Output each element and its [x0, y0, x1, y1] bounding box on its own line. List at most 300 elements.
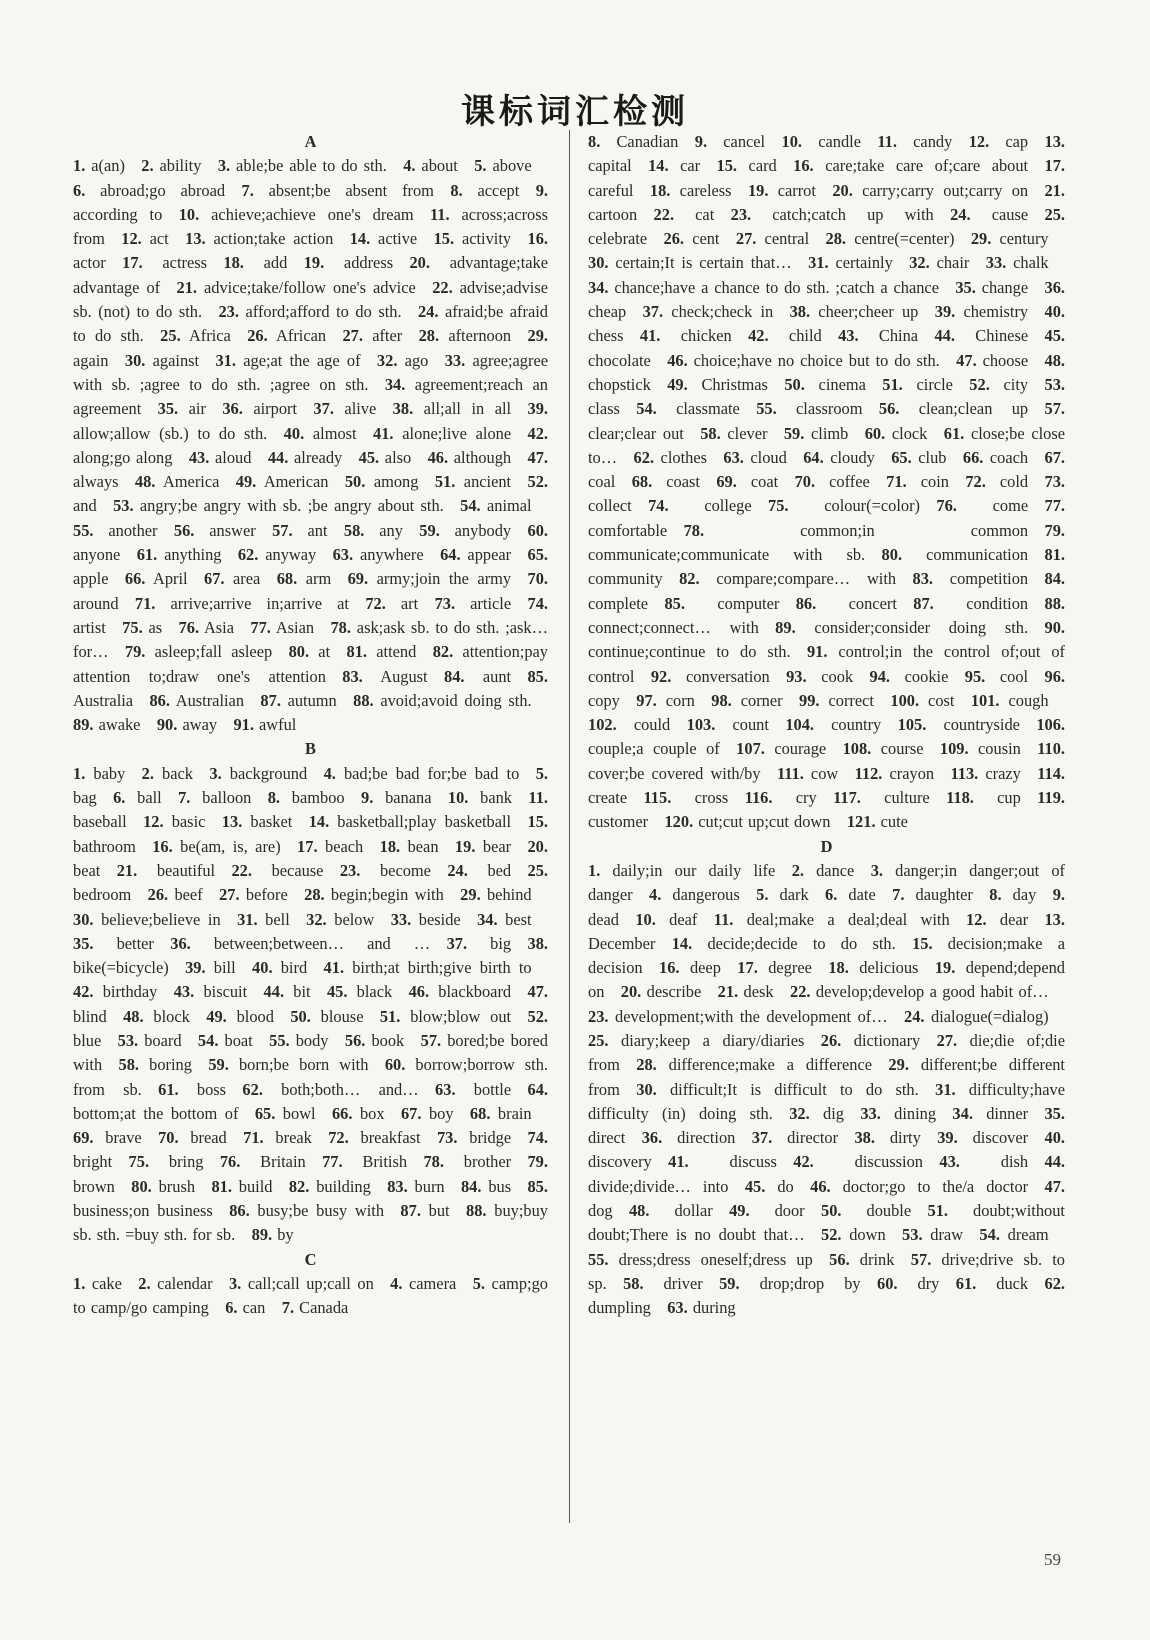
column-divider — [569, 130, 570, 1523]
entry-number: 20. — [409, 253, 430, 273]
entry-number: 23. — [588, 1006, 609, 1026]
entry-text: ancient — [455, 472, 512, 492]
vocab-entry — [450, 181, 519, 200]
entry-number: 84. — [1044, 569, 1065, 589]
entry-text: baseball — [73, 812, 127, 832]
entry-text: buy;buy sb. sth. =buy sth. for sb. — [73, 1201, 548, 1245]
vocab-entry — [135, 594, 349, 613]
entry-number: 69. — [347, 569, 369, 589]
entry-number: 22. — [432, 277, 453, 297]
entry-text: burn — [407, 1176, 445, 1196]
vocab-entry — [327, 982, 392, 1001]
vocab-entry — [636, 1080, 918, 1099]
entry-text: carrot — [768, 180, 816, 200]
entry-number: 24. — [417, 302, 439, 322]
entry-number: 121. — [846, 812, 876, 832]
entry-text: check;check in — [663, 302, 774, 322]
entry-text: control;in the control of;out of control — [588, 642, 1065, 686]
entry-number: 88. — [353, 690, 374, 710]
entry-number: 13. — [1044, 132, 1066, 151]
entry-text: Christmas — [687, 374, 768, 394]
entry-number: 1. — [73, 1273, 86, 1293]
vocab-entry — [158, 1080, 226, 1099]
vocab-entry — [775, 618, 1028, 637]
entry-number: 64. — [803, 447, 824, 467]
entry-number: 48. — [628, 1201, 650, 1221]
entry-number: 55. — [73, 520, 94, 540]
entry-number: 80. — [131, 1176, 152, 1196]
entry-number: 32. — [909, 253, 930, 273]
entry-number: 16. — [793, 156, 814, 176]
vocab-entry — [664, 594, 779, 613]
section-heading-c: C — [304, 1249, 317, 1269]
entry-text: describe — [641, 982, 702, 1002]
entry-number: 83. — [387, 1176, 408, 1196]
entry-number: 78. — [683, 520, 705, 540]
vocab-entry — [225, 1298, 265, 1317]
entry-number: 93. — [786, 666, 807, 686]
vocab-entry — [306, 910, 374, 929]
word-list — [588, 130, 1065, 835]
vocab-entry — [832, 181, 1028, 200]
vocab-entry — [313, 399, 376, 418]
entry-number: 81. — [346, 642, 368, 662]
entry-text: college — [668, 496, 752, 516]
vocab-entry — [651, 667, 770, 686]
vocab-entry — [946, 788, 1021, 807]
vocab-entry — [297, 837, 363, 856]
entry-text: after — [362, 326, 403, 346]
entry-number: 77. — [322, 1152, 343, 1172]
vocab-entry — [289, 642, 331, 661]
entry-number: 14. — [308, 812, 330, 832]
entry-number: 72. — [328, 1128, 349, 1148]
entry-number: 53. — [1044, 374, 1065, 394]
entry-number: 28. — [825, 229, 847, 249]
vocab-entry — [324, 764, 520, 783]
entry-number: 22. — [653, 204, 675, 224]
vocab-entry — [796, 594, 897, 613]
entry-text: deep — [679, 958, 721, 978]
entry-number: 13. — [221, 812, 243, 832]
entry-text: chalk — [1006, 253, 1049, 273]
vocab-entry — [243, 1128, 312, 1147]
entry-number: 86. — [795, 593, 817, 613]
entry-text: draw — [922, 1225, 964, 1245]
entry-number: 8. — [267, 788, 281, 808]
entry-number: 19. — [747, 180, 769, 200]
vocab-entry — [160, 326, 231, 345]
entry-text: cent — [684, 229, 720, 249]
entry-text: countryside — [926, 715, 1020, 735]
entry-text: door — [749, 1201, 805, 1221]
entry-number: 62. — [242, 1079, 263, 1099]
vocab-entry — [664, 229, 720, 248]
vocab-entry — [664, 812, 830, 831]
vocab-entry — [986, 253, 1049, 272]
entry-number: 79. — [527, 1152, 548, 1172]
entry-text: army;join the army — [368, 569, 512, 589]
entry-text: black — [347, 982, 393, 1002]
vocab-entry — [810, 1177, 1028, 1196]
entry-number: 31. — [237, 909, 258, 929]
entry-number: 73. — [434, 593, 456, 613]
entry-number: 20. — [620, 982, 642, 1002]
entry-text: bike(=bicycle) — [73, 958, 169, 978]
entry-text: catch;catch up with — [751, 204, 934, 224]
entry-number: 90. — [156, 715, 178, 735]
entry-number: 38. — [392, 399, 414, 419]
entry-text: blind — [73, 1006, 107, 1026]
entry-number: 16. — [527, 229, 548, 249]
vocab-entry — [736, 229, 809, 248]
vocab-entry — [965, 667, 1028, 686]
vocab-entry — [365, 594, 418, 613]
entry-text: American — [256, 472, 329, 492]
vocab-entry — [289, 1177, 371, 1196]
entry-text: below — [326, 909, 375, 929]
entry-text: answer — [194, 520, 256, 540]
entry-number: 57. — [272, 520, 293, 540]
entry-text: accept — [462, 180, 520, 200]
entry-number: 69. — [716, 472, 737, 492]
vocab-entry — [143, 812, 205, 831]
entry-text: concert — [816, 593, 897, 613]
vocab-entry — [131, 1177, 195, 1196]
vocab-entry — [672, 934, 896, 953]
entry-text: duck — [976, 1273, 1029, 1293]
entry-number: 66. — [124, 569, 146, 589]
vocab-entry — [752, 1128, 838, 1147]
entry-text: beside — [411, 909, 461, 929]
entry-number: 83. — [342, 666, 363, 686]
vocab-entry — [971, 691, 1049, 710]
entry-text: country — [814, 715, 882, 735]
entry-text: degree — [757, 958, 812, 978]
entry-number: 36. — [170, 933, 191, 953]
entry-text: advise;advise sb. (not) to do sth. — [73, 277, 549, 322]
entry-number: 89. — [73, 715, 94, 735]
entry-text: already — [288, 447, 343, 467]
vocab-entry — [242, 1080, 418, 1099]
vocab-entry — [353, 691, 531, 710]
entry-number: 53. — [113, 496, 134, 516]
vocab-entry — [377, 351, 428, 370]
entry-text: cartoon — [588, 204, 638, 224]
word-list — [588, 859, 1065, 1321]
entry-number: 28. — [304, 885, 325, 905]
vocab-entry — [644, 788, 729, 807]
vocab-entry — [73, 934, 154, 953]
entry-text: breakfast — [348, 1128, 421, 1148]
vocab-entry — [716, 472, 778, 491]
entry-number: 58. — [343, 520, 365, 540]
entry-text: balloon — [190, 788, 252, 808]
vocab-entry — [198, 1031, 253, 1050]
vocab-entry — [679, 569, 896, 588]
entry-text: although — [448, 447, 512, 467]
entry-number: 35. — [157, 399, 179, 419]
entry-text: during — [687, 1298, 736, 1318]
entry-text: cake — [85, 1273, 122, 1293]
entry-number: 65. — [254, 1103, 276, 1123]
entry-number: 82. — [288, 1176, 310, 1196]
entry-number: 36. — [641, 1128, 663, 1148]
entry-number: 70. — [527, 569, 548, 589]
vocab-entry — [236, 472, 329, 491]
entry-number: 58. — [118, 1055, 140, 1075]
entry-number: 82. — [432, 642, 454, 662]
entry-text: chocolate — [588, 350, 651, 370]
entry-number: 98. — [711, 690, 732, 710]
entry-number: 6. — [225, 1298, 238, 1318]
entry-number: 67. — [400, 1103, 422, 1123]
entry-number: 62. — [1044, 1273, 1065, 1293]
entry-number: 36. — [1044, 277, 1065, 297]
entry-text: anybody — [439, 520, 512, 540]
entry-text: boring — [139, 1055, 192, 1075]
entry-number: 23. — [730, 204, 752, 224]
entry-text: basic — [163, 812, 206, 832]
entry-text: back — [153, 763, 193, 783]
entry-text: cost — [919, 690, 955, 710]
entry-number: 12. — [966, 909, 987, 929]
vocab-entry — [447, 861, 511, 880]
entry-number: 56. — [344, 1030, 366, 1050]
entry-text: cow — [803, 763, 839, 783]
entry-text: bean — [400, 836, 439, 856]
entry-text: above — [486, 156, 532, 176]
entry-number: 17. — [297, 836, 318, 856]
entry-number: 101. — [970, 690, 1000, 710]
entry-text: age;at the age of — [235, 350, 361, 370]
entry-text: can — [237, 1298, 266, 1318]
entry-text: cry — [772, 788, 817, 808]
entry-text: Britain — [240, 1152, 306, 1172]
entry-number: 41. — [639, 326, 661, 346]
entry-number: 48. — [134, 472, 156, 492]
entry-text: absent;be absent from — [253, 180, 434, 200]
entry-number: 51. — [434, 472, 456, 492]
vocab-entry — [648, 496, 752, 515]
vocab-entry — [792, 861, 855, 880]
entry-number: 7. — [241, 180, 254, 200]
entry-number: 2. — [138, 1273, 151, 1293]
entry-number: 13. — [185, 229, 206, 249]
entry-number: 49. — [235, 472, 257, 492]
entry-number: 24. — [447, 860, 468, 880]
entry-text: child — [768, 326, 822, 346]
vocab-entry — [229, 1274, 374, 1293]
vocab-entry — [909, 253, 969, 272]
entry-number: 109. — [939, 739, 969, 759]
entry-number: 94. — [869, 666, 891, 686]
vocab-entry — [179, 618, 234, 637]
entry-number: 33. — [860, 1103, 881, 1123]
vocab-entry — [737, 958, 812, 977]
entry-text: colour(=color) — [788, 496, 920, 516]
entry-number: 14. — [648, 156, 669, 176]
entry-number: 64. — [440, 545, 461, 565]
vocab-entry — [290, 1007, 363, 1026]
entry-number: 78. — [330, 617, 351, 637]
entry-text: clean;clean up — [899, 399, 1029, 419]
entry-number: 52. — [527, 472, 549, 492]
vocab-entry — [435, 1080, 511, 1099]
entry-number: 96. — [1044, 666, 1066, 686]
entry-number: 30. — [636, 1079, 657, 1099]
entry-text: dialogue(=dialog) — [924, 1006, 1049, 1026]
entry-text: drive;drive sb. to sp. — [588, 1249, 1066, 1293]
entry-text: cover;be covered with/by — [588, 763, 761, 783]
vocab-entry — [635, 910, 697, 929]
vocab-entry — [474, 156, 531, 175]
entry-number: 59. — [419, 520, 440, 540]
entry-number: 63. — [667, 1298, 688, 1318]
entry-number: 32. — [306, 909, 327, 929]
vocab-entry — [400, 1201, 449, 1220]
entry-text: afternoon — [439, 326, 512, 346]
entry-number: 107. — [736, 739, 765, 759]
entry-text: correct — [819, 690, 874, 710]
vocab-entry — [860, 1104, 936, 1123]
entry-number: 5. — [535, 763, 548, 783]
vocab-entry — [219, 885, 288, 904]
entry-text: anything — [157, 545, 222, 565]
vocab-entry — [821, 1201, 911, 1220]
entry-text: compare;compare… with — [699, 569, 897, 589]
entry-number: 52. — [821, 1225, 842, 1245]
entry-text: certainly — [828, 253, 893, 273]
entry-number: 33. — [390, 909, 412, 929]
vocab-entry — [588, 253, 792, 272]
vocab-entry — [795, 472, 870, 491]
entry-text: Canada — [294, 1298, 349, 1318]
entry-text: doubt;without doubt;There is no doubt that… — [588, 1201, 1065, 1245]
entry-number: 26. — [147, 885, 169, 905]
entry-number: 32. — [789, 1103, 810, 1123]
vocab-entry — [719, 1274, 861, 1293]
entry-number: 37. — [642, 302, 664, 322]
entry-text: Australian — [169, 690, 245, 710]
entry-number: 10. — [635, 909, 656, 929]
word-list — [73, 1272, 548, 1321]
entry-text: air — [178, 399, 206, 419]
entry-text: dog — [588, 1201, 613, 1221]
entry-text: classmate — [656, 399, 740, 419]
entry-text: celebrate — [588, 229, 648, 249]
entry-text: discovery — [588, 1152, 652, 1172]
entry-text: bed — [467, 860, 512, 880]
entry-number: 66. — [331, 1103, 353, 1123]
entry-text: diary;keep a diary/diaries — [608, 1030, 805, 1050]
vocab-entry — [695, 132, 765, 151]
vocab-entry — [260, 691, 336, 710]
vocab-entry — [344, 521, 403, 540]
vocab-entry — [902, 1225, 963, 1244]
entry-text: brother — [443, 1152, 512, 1172]
entry-text: break — [263, 1128, 312, 1148]
entry-text: bear — [475, 836, 512, 856]
entry-number: 71. — [886, 472, 907, 492]
entry-text: clothes — [654, 447, 707, 467]
vocab-entry — [745, 1177, 794, 1196]
vocab-entry — [636, 399, 740, 418]
entry-text: advantage;take advantage of — [73, 253, 548, 297]
entry-text: cross — [671, 788, 729, 808]
entry-text: awful — [253, 715, 297, 735]
vocab-entry — [886, 472, 949, 491]
entry-number: 43. — [838, 326, 859, 346]
entry-text: anywhere — [353, 545, 424, 565]
entry-number: 88. — [466, 1201, 487, 1221]
entry-number: 73. — [1044, 472, 1066, 492]
vocab-entry — [174, 982, 247, 1001]
entry-text: classroom — [776, 399, 863, 419]
entry-text: dark — [768, 885, 809, 905]
entry-text: bird — [272, 958, 308, 978]
entry-text: agree;agree with sb. ;agree to do sth. ;agree on sth. — [73, 350, 548, 394]
entry-number: 26. — [663, 229, 685, 249]
entry-number: 68. — [469, 1103, 491, 1123]
entry-text: believe;believe in — [93, 909, 221, 929]
entry-text: ago — [397, 350, 429, 370]
entry-text: December — [588, 933, 656, 953]
entry-number: 77. — [250, 617, 271, 637]
entry-number: 38. — [527, 933, 548, 953]
entry-number: 44. — [263, 982, 285, 1002]
entry-number: 61. — [955, 1273, 977, 1293]
entry-number: 116. — [744, 788, 773, 808]
entry-text: careful — [588, 180, 634, 200]
entry-number: 15. — [716, 156, 738, 176]
entry-text: chess — [588, 326, 624, 346]
entry-number: 7. — [281, 1298, 295, 1318]
entry-number: 19. — [454, 836, 476, 856]
entry-number: 108. — [842, 739, 872, 759]
entry-text: bright — [73, 1152, 113, 1172]
entry-text: again — [73, 350, 109, 370]
entry-text: aunt — [464, 666, 512, 686]
entry-text: action;take action — [205, 229, 334, 249]
entry-text: aloud — [209, 447, 252, 467]
entry-number: 25. — [527, 860, 549, 880]
entry-number: 81. — [211, 1176, 232, 1196]
entry-text: comfortable — [588, 520, 668, 540]
entry-text: actress — [142, 253, 207, 273]
entry-number: 9. — [535, 180, 548, 200]
entry-text: dollar — [649, 1201, 713, 1221]
entry-number: 12. — [968, 132, 990, 151]
entry-number: 29. — [460, 885, 481, 905]
entry-number: 79. — [1044, 520, 1065, 540]
vocab-entry — [113, 788, 162, 807]
entry-text: any — [364, 520, 403, 540]
entry-text: building — [309, 1176, 371, 1196]
vocab-entry — [636, 1055, 872, 1074]
vocab-entry — [345, 472, 419, 491]
entry-number: 119. — [1037, 788, 1065, 808]
entry-text: article — [455, 593, 512, 613]
entry-number: 78. — [423, 1152, 444, 1172]
entry-number: 82. — [679, 569, 700, 589]
entry-number: 44. — [1044, 1152, 1066, 1172]
entry-number: 71. — [134, 593, 156, 613]
entry-number: 51. — [927, 1201, 949, 1221]
vocab-entry — [825, 885, 876, 904]
entry-text: autumn — [280, 690, 337, 710]
entry-number: 56. — [878, 399, 900, 419]
